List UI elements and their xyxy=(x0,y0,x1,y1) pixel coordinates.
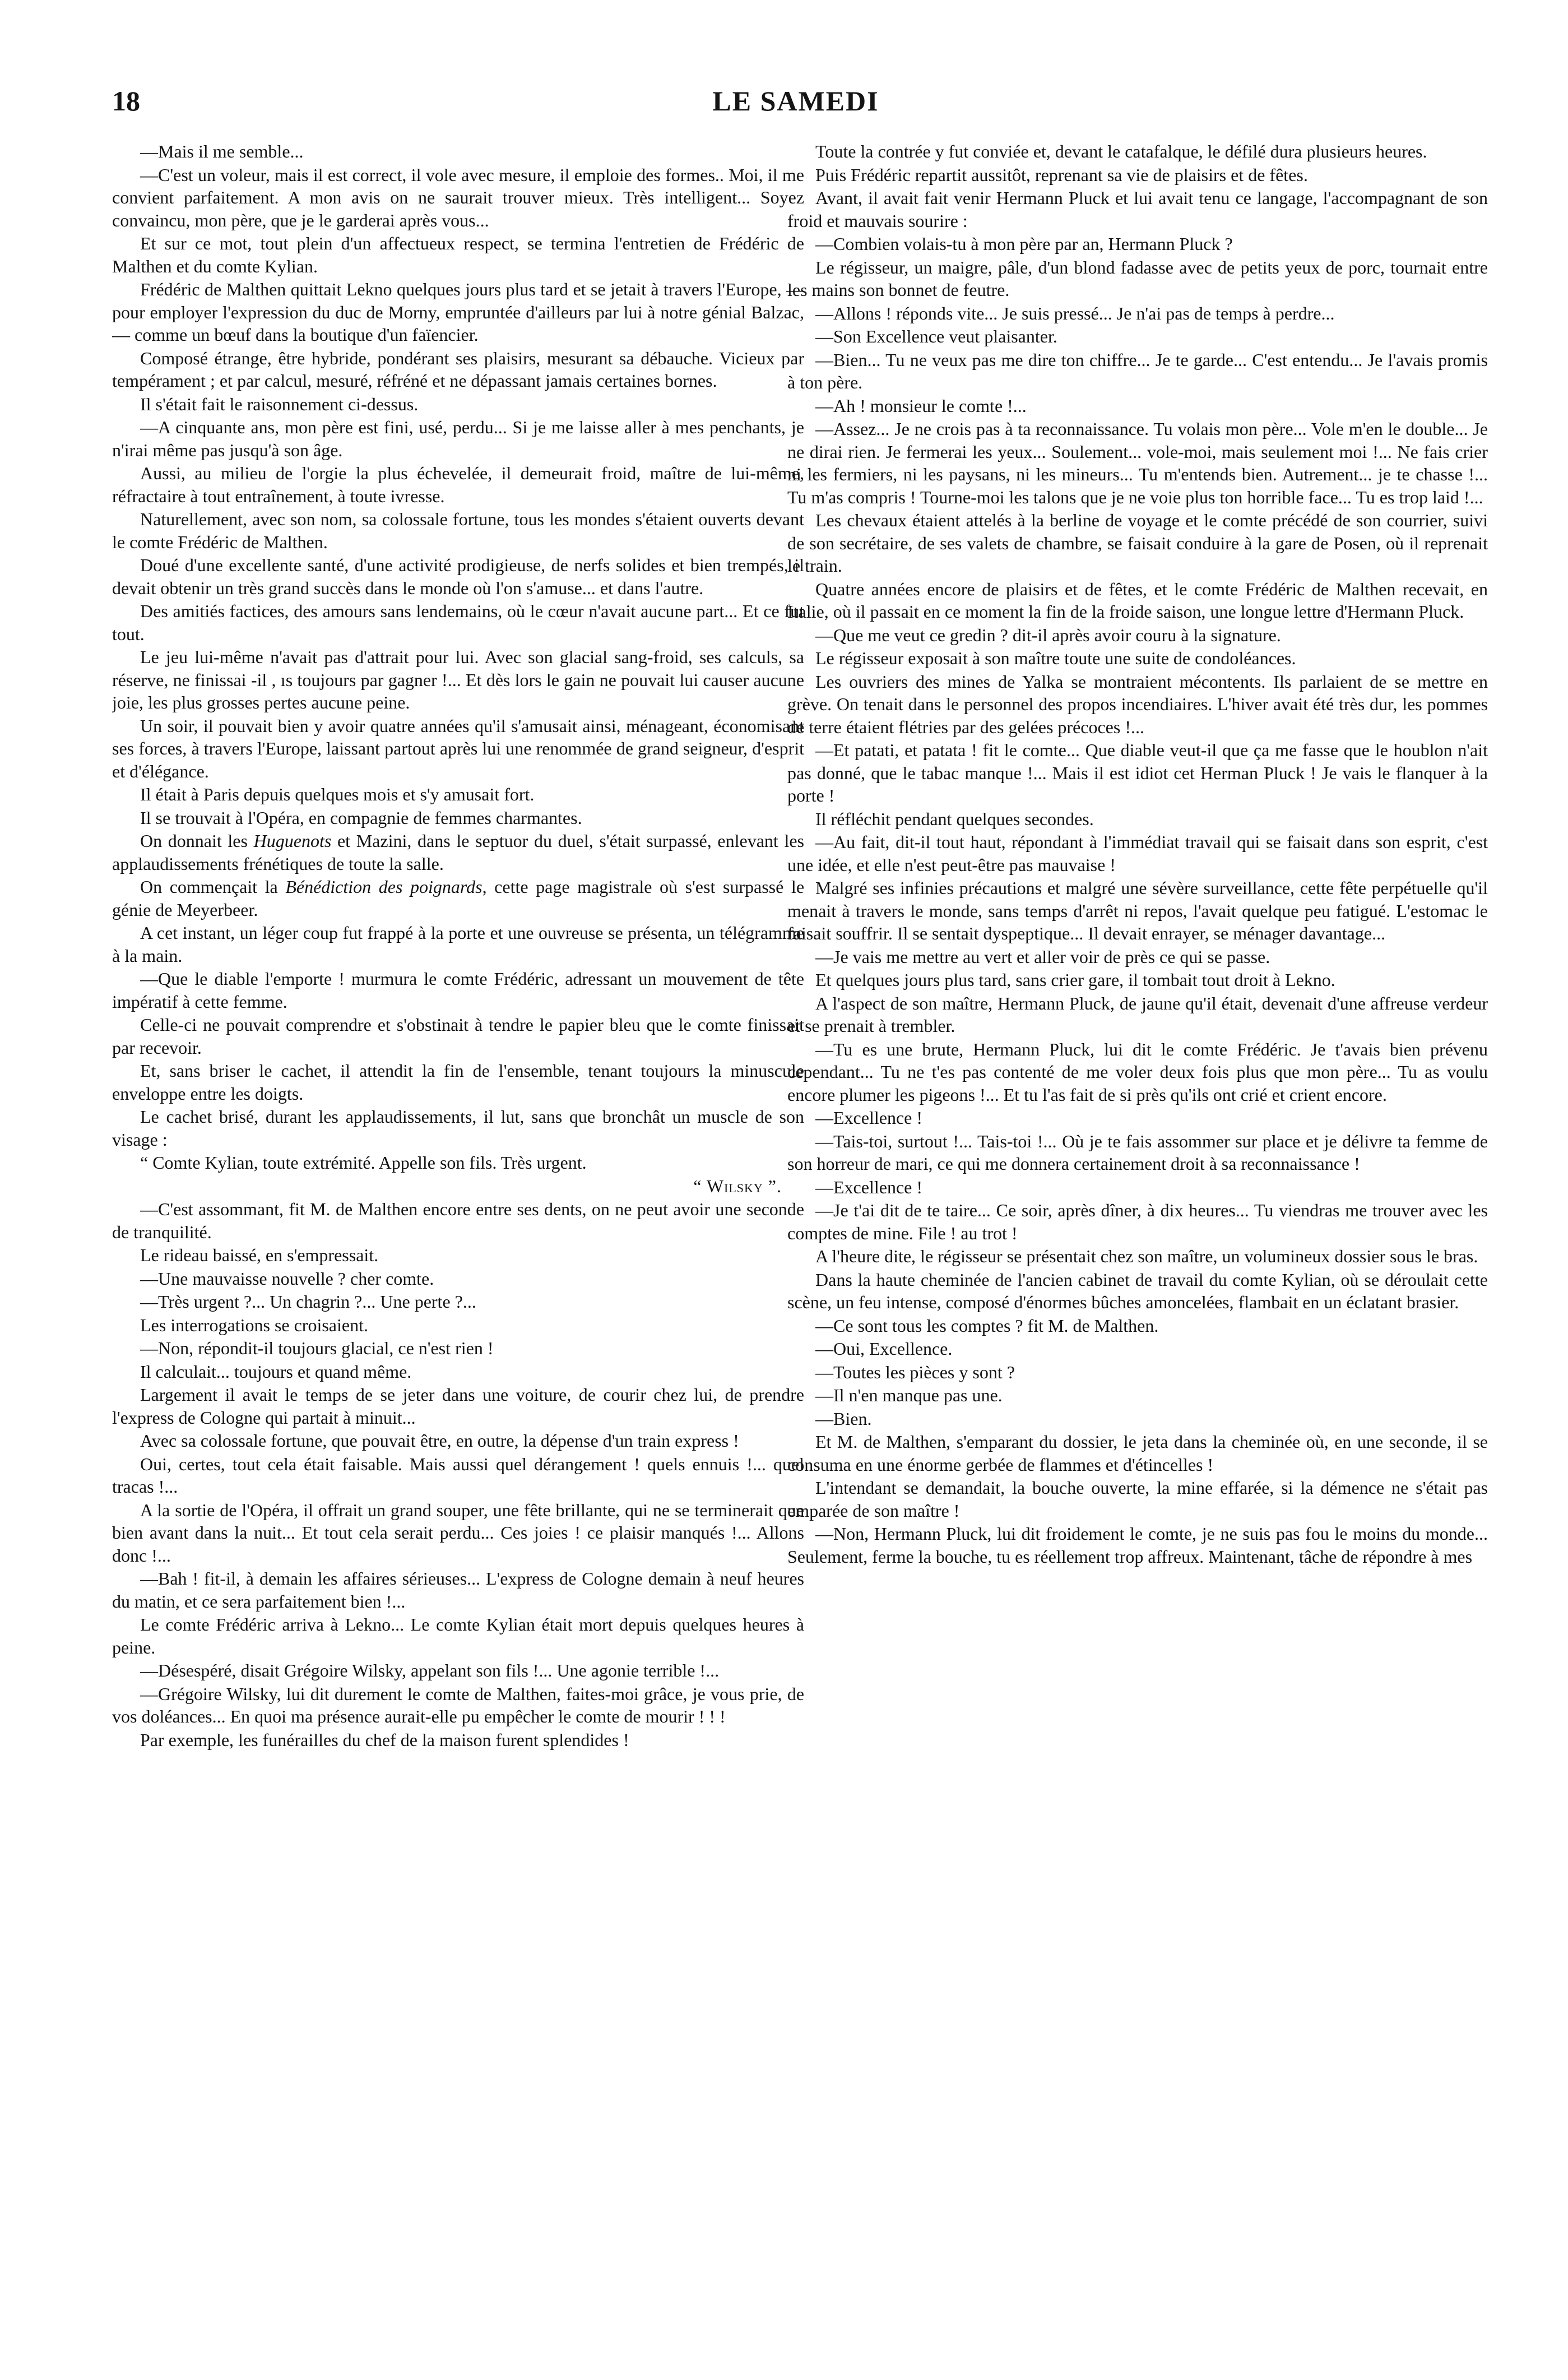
paragraph: “ Wilsky ”. xyxy=(693,1175,782,1196)
paragraph: Les ouvriers des mines de Yalka se montraient mécontents. Ils parlaient de se mettre en grève. On tenait dans le personnel des propos incendiaires. L'hiver avait été très dur, les pommes de terre étaient flétries par des gelées précoces !... xyxy=(787,671,1488,737)
left-column xyxy=(112,140,804,2354)
paragraph: Puis Frédéric repartit aussitôt, reprenant sa vie de plaisirs et de fêtes. xyxy=(815,164,1308,185)
paragraph: Quatre années encore de plaisirs et de fêtes, et le comte Frédéric de Malthen recevait, en Italie, où il passait en ce moment la fin de la froide saison, une longue lettre d'Hermann Pluck. xyxy=(787,578,1488,622)
paragraph: Composé étrange, être hybride, pondérant ses plaisirs, mesurant sa débauche. Vicieux par tempérament ; et par calcul, mesuré, réfréné et ne dépassant jamais certaines bornes. xyxy=(112,348,804,391)
paragraph: Le cachet brisé, durant les applaudissements, il lut, sans que bronchât un muscle de son visage : xyxy=(112,1106,804,1150)
paragraph: Oui, certes, tout cela était faisable. Mais aussi quel dérangement ! quels ennuis !... quel tracas !... xyxy=(112,1453,804,1497)
paragraph: —Bien. xyxy=(815,1408,872,1429)
paragraph: Et M. de Malthen, s'emparant du dossier, le jeta dans la cheminée où, en une seconde, il se consuma en une énorme gerbée de flammes et d'étincelles ! xyxy=(787,1432,1488,1475)
paragraph: —Tu es une brute, Hermann Pluck, lui dit le comte Frédéric. Je t'avais bien prévenu cependant... Tu ne t'es pas contenté de me voler deux fois plus que mon père... Tu as voulu encore plumer les pigeons !... Et tu l'as fait de si près qu'ils ont crié et crient encore. xyxy=(787,1039,1488,1105)
paragraph: —C'est assommant, fit M. de Malthen encore entre ses dents, on ne peut avoir une seconde de tranquilité. xyxy=(112,1199,804,1242)
paragraph: —Une mauvaisse nouvelle ? cher comte. xyxy=(140,1268,434,1289)
paragraph: Et, sans briser le cachet, il attendit la fin de l'ensemble, tenant toujours la minuscule enveloppe entre les doigts. xyxy=(112,1061,804,1104)
paragraph: —Excellence ! xyxy=(815,1108,922,1128)
paragraph: —Il n'en manque pas une. xyxy=(815,1385,1003,1405)
paragraph: —Oui, Excellence. xyxy=(815,1339,953,1359)
paragraph: —Et patati, et patata ! fit le comte... Que diable veut-il que ça me fasse que le houblon n'ait pas donné, que le tabac manque !... Mais il est idiot cet Herman Pluck ! Je vais le flanquer à la porte ! xyxy=(787,740,1488,805)
paragraph: Doué d'une excellente santé, d'une activité prodigieuse, de nerfs solides et bien trempés, il devait obtenir un très grand succès dans le monde où l'on s'amuse... et dans l'autre. xyxy=(112,555,804,598)
paragraph: —Assez... Je ne crois pas à ta reconnaissance. Tu volais mon père... Vole m'en le double... Je ne dirai rien. Je fermerai les yeux... Soulement... vole-moi, mais seulement moi !... Ne fais crier ni les fermiers, ni les paysans, ni les mineurs... Tu m'entends bien. Autrement... je te chasse !... Tu m'as compris ! Tourne-moi les talons que je ne voie plus ton horrible face... Tu es trop laid !... xyxy=(787,419,1488,507)
paragraph: —Je vais me mettre au vert et aller voir de près ce qui se passe. xyxy=(815,946,1270,967)
paragraph: —Ce sont tous les comptes ? fit M. de Malthen. xyxy=(815,1315,1159,1336)
paragraph: On donnait les Huguenots et Mazini, dans le septuor du duel, s'était surpassé, enlevant les applaudissements frénétiques de toute la salle. xyxy=(112,831,804,874)
paragraph: —Toutes les pièces y sont ? xyxy=(815,1362,1015,1382)
paragraph: A cet instant, un léger coup fut frappé à la porte et une ouvreuse se présenta, un télégramme à la main. xyxy=(112,923,804,966)
paragraph: Largement il avait le temps de se jeter dans une voiture, de courir chez lui, de prendre l'express de Cologne qui partait à minuit... xyxy=(112,1385,804,1428)
paragraph: —Au fait, dit-il tout haut, répondant à l'immédiat travail qui se faisait dans son esprit, c'est une idée, et elle n'est peut-être pas mauvaise ! xyxy=(787,832,1488,875)
paragraph: Par exemple, les funérailles du chef de la maison furent splendides ! xyxy=(140,1729,629,1750)
paragraph: Celle-ci ne pouvait comprendre et s'obstinait à tendre le papier bleu que le comte finissait par recevoir. xyxy=(112,1015,804,1058)
paragraph: Un soir, il pouvait bien y avoir quatre années qu'il s'amusait ainsi, ménageant, économisant ses forces, à travers l'Europe, laissant partout après lui une renommée de grand seigneur, d'esprit et d'élégance. xyxy=(112,715,804,781)
paragraph: Il était à Paris depuis quelques mois et s'y amusait fort. xyxy=(140,784,535,804)
paragraph: Dans la haute cheminée de l'ancien cabinet de travail du comte Kylian, où se déroulait cette scène, un feu intense, composé d'énormes bûches amoncelées, flambait en un éclatant brasier. xyxy=(787,1269,1488,1312)
paragraph: Malgré ses infinies précautions et malgré une sévère surveillance, cette fête perpétuelle qu'il menait à travers le monde, sans temps d'arrêt ni repos, l'avait quelque peu fatigué. L'estomac le faisait souffrir. Il se sentait dyspeptique... Il devait enrayer, se ménager davantage... xyxy=(787,878,1488,943)
paragraph: Naturellement, avec son nom, sa colossale fortune, tous les mondes s'étaient ouverts devant le comte Frédéric de Malthen. xyxy=(112,509,804,552)
paragraph: —Que le diable l'emporte ! murmura le comte Frédéric, adressant un mouvement de tête impératif à cette femme. xyxy=(112,969,804,1012)
paragraph: —Son Excellence veut plaisanter. xyxy=(815,326,1057,346)
page-header xyxy=(112,78,1479,123)
paragraph: —Je t'ai dit de te taire... Ce soir, après dîner, à dix heures... Tu viendras me trouver avec les comptes de mine. File ! au trot ! xyxy=(787,1200,1488,1243)
paragraph: —Bien... Tu ne veux pas me dire ton chiffre... Je te garde... C'est entendu... Je l'avais promis à ton père. xyxy=(787,349,1488,392)
paragraph: —Ah ! monsieur le comte !... xyxy=(815,395,1027,416)
paragraph: —Mais il me semble... xyxy=(140,141,304,161)
paragraph: A l'heure dite, le régisseur se présentait chez son maître, un volumineux dossier sous le bras. xyxy=(815,1246,1478,1266)
page-number: 18 xyxy=(112,85,140,117)
paragraph: Les chevaux étaient attelés à la berline de voyage et le comte précédé de son courrier, suivi de son secrétaire, de ses valets de chambre, se faisait conduire à la gare de Posen, où il reprenait le train. xyxy=(787,510,1488,576)
running-title: LE SAMEDI xyxy=(712,85,879,117)
paragraph: Et sur ce mot, tout plein d'un affectueux respect, se termina l'entretien de Frédéric de Malthen et du comte Kylian. xyxy=(112,233,804,276)
paragraph: A l'aspect de son maître, Hermann Pluck, de jaune qu'il était, devenait d'une affreuse verdeur et se prenait à trembler. xyxy=(787,993,1488,1036)
paragraph: —Combien volais-tu à mon père par an, Hermann Pluck ? xyxy=(815,234,1233,254)
paragraph: —Excellence ! xyxy=(815,1177,922,1197)
paragraph: —Non, Hermann Pluck, lui dit froidement le comte, je ne suis pas fou le moins du monde... Seulement, ferme la bouche, tu es réellement trop affreux. Maintenant, tâche de répondre à mes xyxy=(787,1524,1488,1567)
paragraph: —Grégoire Wilsky, lui dit durement le comte de Malthen, faites-moi grâce, je vous prie, de vos doléances... En quoi ma présence aurait-elle pu empêcher le comte de mourir ! ! ! xyxy=(112,1683,804,1726)
paragraph: A la sortie de l'Opéra, il offrait un grand souper, une fête brillante, qui ne se terminerait que bien avant dans la nuit... Et tout cela serait perdu... Ces joies ! ce plaisir manqués !... Allons donc !... xyxy=(112,1499,804,1566)
paragraph: —Désespéré, disait Grégoire Wilsky, appelant son fils !... Une agonie terrible !... xyxy=(140,1660,720,1680)
paragraph: Frédéric de Malthen quittait Lekno quelques jours plus tard et se jetait à travers l'Europe, — pour employer l'expression du duc de Morny, empruntée d'ailleurs par lui à notre génial Balzac, — comme un bœuf dans la boutique d'un faïencier. xyxy=(112,279,804,345)
paragraph: —Que me veut ce gredin ? dit-il après avoir couru à la signature. xyxy=(815,624,1281,645)
paragraph: Et quelques jours plus tard, sans crier gare, il tombait tout droit à Lekno. xyxy=(815,970,1335,990)
paragraph: Toute la contrée y fut conviée et, devant le catafalque, le défilé dura plusieurs heures. xyxy=(815,141,1427,161)
paragraph: Il se trouvait à l'Opéra, en compagnie de femmes charmantes. xyxy=(140,807,582,828)
paragraph: Le rideau baissé, en s'empressait. xyxy=(140,1245,379,1265)
paragraph: —C'est un voleur, mais il est correct, il vole avec mesure, il emploie des formes.. Moi, il me convient parfaitement. A mon avis on ne saurait trouver mieux. Très intelligent... Soyez convaincu, mon père, que je le garderai après vous... xyxy=(112,164,804,230)
paragraph: —Allons ! réponds vite... Je suis pressé... Je n'ai pas de temps à perdre... xyxy=(815,303,1335,323)
right-column xyxy=(787,140,1488,2354)
paragraph: Le régisseur exposait à son maître toute une suite de condoléances. xyxy=(815,648,1296,668)
paragraph: —Bah ! fit-il, à demain les affaires sérieuses... L'express de Cologne demain à neuf heures du matin, et ce sera parfaitement bien !... xyxy=(112,1568,804,1612)
paragraph: Des amitiés factices, des amours sans lendemains, où le cœur n'avait aucune part... Et ce fut tout. xyxy=(112,601,804,644)
paragraph: Il s'était fait le raisonnement ci-dessus. xyxy=(140,393,419,414)
paragraph: Il réfléchit pendant quelques secondes. xyxy=(815,808,1094,829)
paragraph: Le régisseur, un maigre, pâle, d'un blond fadasse avec de petits yeux de porc, tournait entre les mains son bonnet de feutre. xyxy=(787,257,1488,300)
paragraph: Avant, il avait fait venir Hermann Pluck et lui avait tenu ce langage, l'accompagnant de son froid et mauvais sourire : xyxy=(787,188,1488,231)
paragraph: On commençait la Bénédiction des poignards, cette page magistrale où s'est surpassé le génie de Meyerbeer. xyxy=(112,877,804,920)
paragraph: “ Comte Kylian, toute extrémité. Appelle son fils. Très urgent. xyxy=(140,1152,587,1173)
paragraph: —Tais-toi, surtout !... Tais-toi !... Où je te fais assommer sur place et je délivre ta femme de son horreur de mari, ce qui me donnera certainement droit à sa reconnaissance ! xyxy=(787,1131,1488,1174)
paragraph: Il calculait... toujours et quand même. xyxy=(140,1361,412,1382)
paragraph: Le jeu lui-même n'avait pas d'attrait pour lui. Avec son glacial sang-froid, ses calculs, sa réserve, ne finissai -il , ıs toujours par gagner !... Et dès lors le gain ne pouvait lui causer aucune joie, les plus grosses pertes aucune peine. xyxy=(112,647,804,712)
paragraph: —A cinquante ans, mon père est fini, usé, perdu... Si je me laisse aller à mes penchants, je n'irai même pas jusqu'à son âge. xyxy=(112,417,804,460)
paragraph: —Très urgent ?... Un chagrin ?... Une perte ?... xyxy=(140,1291,476,1312)
paragraph: Aussi, au milieu de l'orgie la plus échevelée, il demeurait froid, maître de lui-même, réfractaire à tout entraînement, à toute ivresse. xyxy=(112,463,804,506)
paragraph: —Non, répondit-il toujours glacial, ce n'est rien ! xyxy=(140,1338,494,1358)
paragraph: Les interrogations se croisaient. xyxy=(140,1314,368,1335)
paragraph: Le comte Frédéric arriva à Lekno... Le comte Kylian était mort depuis quelques heures à peine. xyxy=(112,1614,804,1657)
paragraph: L'intendant se demandait, la bouche ouverte, la mine effarée, si la démence ne s'était pas emparée de son maître ! xyxy=(787,1478,1488,1521)
paragraph: Avec sa colossale fortune, que pouvait être, en outre, la dépense d'un train express ! xyxy=(140,1430,739,1451)
